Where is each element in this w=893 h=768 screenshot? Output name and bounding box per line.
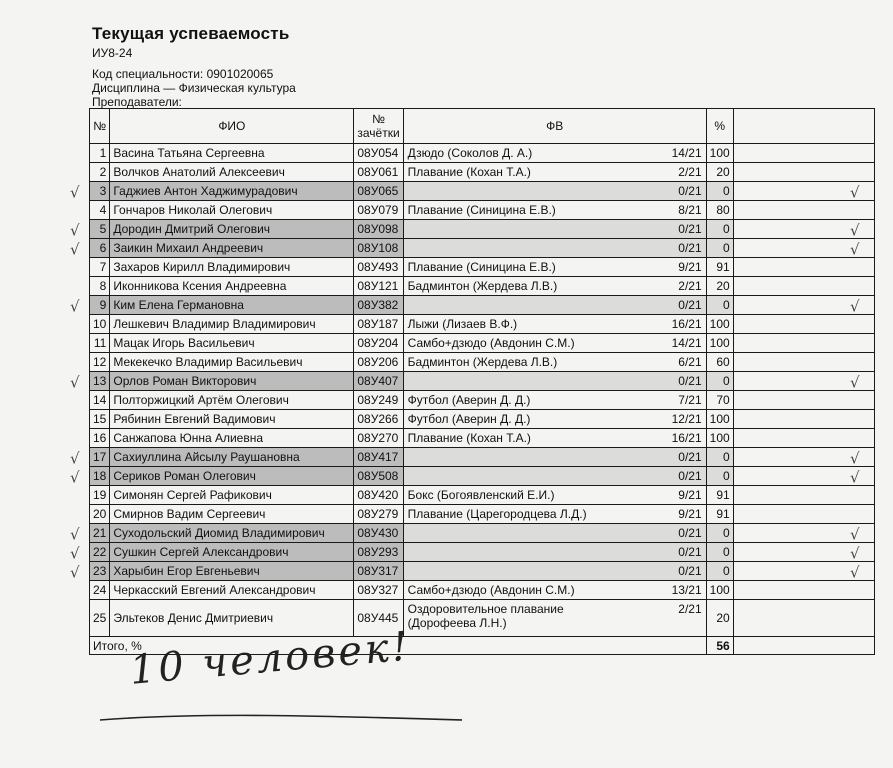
record-book-number: 08У430 [354, 524, 403, 543]
record-book-number: 08У508 [354, 467, 403, 486]
tick-mark-right: √ [850, 373, 860, 392]
record-book-number: 08У493 [354, 258, 403, 277]
attendance-ratio: 0/21 [678, 450, 702, 464]
attendance-ratio: 0/21 [678, 564, 702, 578]
row-number: 19 [90, 486, 110, 505]
student-name: Симонян Сергей Рафикович [110, 486, 354, 505]
col-num-header: № [90, 109, 110, 144]
record-book-number: 08У204 [354, 334, 403, 353]
tick-mark-right: √ [850, 183, 860, 202]
attendance-percent: 20 [706, 163, 733, 182]
attendance-percent: 0 [706, 562, 733, 581]
attendance-percent: 20 [706, 600, 733, 637]
row-number: 2 [90, 163, 110, 182]
record-book-number: 08У266 [354, 410, 403, 429]
row-number: 10 [90, 315, 110, 334]
attendance-ratio: 0/21 [678, 222, 702, 236]
sport-section: Лыжи (Лизаев В.Ф.) [407, 317, 518, 331]
teachers-label: Преподаватели: [92, 95, 182, 109]
student-name: Черкасский Евгений Александрович [110, 581, 354, 600]
row-number: 9 [90, 296, 110, 315]
attendance-ratio: 2/21 [678, 165, 702, 179]
row-number: 18 [90, 467, 110, 486]
row-number: 5 [90, 220, 110, 239]
sport-section: Самбо+дзюдо (Авдонин С.М.) [407, 583, 575, 597]
row-number: 1 [90, 144, 110, 163]
record-book-number: 08У054 [354, 144, 403, 163]
col-pct-header: % [706, 109, 733, 144]
attendance-ratio: 9/21 [678, 260, 702, 274]
student-name: Суходольский Диомид Владимирович [110, 524, 354, 543]
tick-mark-left: √ [70, 468, 80, 487]
attendance-percent: 0 [706, 296, 733, 315]
row-number: 7 [90, 258, 110, 277]
row-number: 6 [90, 239, 110, 258]
row-number: 24 [90, 581, 110, 600]
total-value: 56 [706, 637, 733, 655]
attendance-percent: 91 [706, 258, 733, 277]
col-fv-header: ФВ [403, 109, 706, 144]
tick-mark-left: √ [70, 525, 80, 544]
tick-mark-left: √ [70, 240, 80, 259]
tick-mark-right: √ [850, 525, 860, 544]
tick-mark-right: √ [850, 297, 860, 316]
specialty-code: Код специальности: 0901020065 [92, 67, 274, 81]
attendance-percent: 0 [706, 182, 733, 201]
row-number: 12 [90, 353, 110, 372]
tick-mark-left: √ [70, 449, 80, 468]
attendance-percent: 100 [706, 334, 733, 353]
record-book-number: 08У317 [354, 562, 403, 581]
col-fio-header: ФИО [110, 109, 354, 144]
attendance-ratio: 0/21 [678, 374, 702, 388]
attendance-percent: 0 [706, 372, 733, 391]
record-book-number: 08У445 [354, 600, 403, 637]
attendance-ratio: 12/21 [671, 412, 702, 426]
row-number: 22 [90, 543, 110, 562]
attendance-ratio: 16/21 [671, 317, 702, 331]
student-name: Гаджиев Антон Хаджимурадович [110, 182, 354, 201]
tick-mark-right: √ [850, 240, 860, 259]
record-book-number: 08У249 [354, 391, 403, 410]
sport-section: Плавание (Кохан Т.А.) [407, 165, 531, 179]
attendance-ratio: 0/21 [678, 545, 702, 559]
sport-section: Плавание (Синицина Е.В.) [407, 260, 556, 274]
row-number: 16 [90, 429, 110, 448]
handwritten-note: 10 человек! [128, 623, 413, 694]
record-book-number: 08У270 [354, 429, 403, 448]
student-name: Сахиуллина Айсылу Раушановна [110, 448, 354, 467]
sport-section: Оздоровительное плавание (Дорофеева Л.Н.) [407, 602, 564, 630]
student-name: Смирнов Вадим Сергеевич [110, 505, 354, 524]
record-book-number: 08У206 [354, 353, 403, 372]
attendance-percent: 20 [706, 277, 733, 296]
attendance-percent: 0 [706, 448, 733, 467]
row-number: 3 [90, 182, 110, 201]
tick-mark-left: √ [70, 297, 80, 316]
attendance-percent: 91 [706, 505, 733, 524]
attendance-ratio: 2/21 [678, 279, 702, 293]
tick-mark-left: √ [70, 544, 80, 563]
student-name: Васина Татьяна Сергеевна [110, 144, 354, 163]
attendance-percent: 0 [706, 543, 733, 562]
attendance-ratio: 0/21 [678, 184, 702, 198]
record-book-number: 08У407 [354, 372, 403, 391]
tick-mark-right: √ [850, 449, 860, 468]
student-name: Мекекечко Владимир Васильевич [110, 353, 354, 372]
attendance-ratio: 6/21 [678, 355, 702, 369]
student-name: Волчков Анатолий Алексеевич [110, 163, 354, 182]
sport-section: Футбол (Аверин Д. Д.) [407, 393, 531, 407]
tick-mark-right: √ [850, 544, 860, 563]
attendance-percent: 100 [706, 315, 733, 334]
tick-mark-right: √ [850, 468, 860, 487]
record-book-number: 08У417 [354, 448, 403, 467]
student-name: Иконникова Ксения Андреевна [110, 277, 354, 296]
student-name: Орлов Роман Викторович [110, 372, 354, 391]
attendance-ratio: 9/21 [678, 488, 702, 502]
attendance-ratio: 0/21 [678, 241, 702, 255]
tick-mark-left: √ [70, 221, 80, 240]
tick-mark-left: √ [70, 183, 80, 202]
student-name: Лешкевич Владимир Владимирович [110, 315, 354, 334]
attendance-percent: 60 [706, 353, 733, 372]
record-book-number: 08У187 [354, 315, 403, 334]
attendance-ratio: 7/21 [678, 393, 702, 407]
attendance-percent: 91 [706, 486, 733, 505]
sport-section: Плавание (Кохан Т.А.) [407, 431, 531, 445]
student-name: Рябинин Евгений Вадимович [110, 410, 354, 429]
attendance-ratio: 0/21 [678, 526, 702, 540]
attendance-percent: 100 [706, 410, 733, 429]
attendance-percent: 100 [706, 581, 733, 600]
attendance-ratio: 8/21 [678, 203, 702, 217]
record-book-number: 08У079 [354, 201, 403, 220]
attendance-ratio: 14/21 [671, 146, 702, 160]
student-name: Санжапова Юнна Алиевна [110, 429, 354, 448]
record-book-number: 08У279 [354, 505, 403, 524]
record-book-number: 08У108 [354, 239, 403, 258]
student-name: Сушкин Сергей Александрович [110, 543, 354, 562]
attendance-ratio: 14/21 [671, 336, 702, 350]
col-zach-header-line1: № [372, 112, 385, 126]
record-book-number: 08У420 [354, 486, 403, 505]
record-book-number: 08У121 [354, 277, 403, 296]
student-name: Заикин Михаил Андреевич [110, 239, 354, 258]
sport-section: Плавание (Царегородцева Л.Д.) [407, 507, 587, 521]
col-zach-header-line2: зачётки [357, 126, 400, 140]
attendance-ratio: 9/21 [678, 507, 702, 521]
sport-section: Футбол (Аверин Д. Д.) [407, 412, 531, 426]
record-book-number: 08У293 [354, 543, 403, 562]
row-number: 15 [90, 410, 110, 429]
row-number: 17 [90, 448, 110, 467]
sport-section: Дзюдо (Соколов Д. А.) [407, 146, 533, 160]
student-name: Эльтеков Денис Дмитриевич [110, 600, 354, 637]
row-number: 21 [90, 524, 110, 543]
student-name: Гончаров Николай Олегович [110, 201, 354, 220]
attendance-percent: 70 [706, 391, 733, 410]
attendance-percent: 0 [706, 239, 733, 258]
attendance-percent: 100 [706, 429, 733, 448]
student-name: Мацак Игорь Васильевич [110, 334, 354, 353]
sport-section: Бадминтон (Жердева Л.В.) [407, 355, 558, 369]
record-book-number: 08У098 [354, 220, 403, 239]
sport-section: Плавание (Синицина Е.В.) [407, 203, 556, 217]
tick-mark-left: √ [70, 563, 80, 582]
student-name: Сериков Роман Олегович [110, 467, 354, 486]
student-name: Ким Елена Германовна [110, 296, 354, 315]
row-number: 4 [90, 201, 110, 220]
attendance-percent: 80 [706, 201, 733, 220]
sport-section: Бадминтон (Жердева Л.В.) [407, 279, 558, 293]
row-number: 20 [90, 505, 110, 524]
attendance-ratio: 16/21 [671, 431, 702, 445]
row-number: 25 [90, 600, 110, 637]
student-name: Полторжицкий Артём Олегович [110, 391, 354, 410]
attendance-ratio: 2/21 [678, 602, 702, 616]
student-name: Дородин Дмитрий Олегович [110, 220, 354, 239]
attendance-percent: 0 [706, 524, 733, 543]
tick-mark-right: √ [850, 563, 860, 582]
student-name: Харыбин Егор Евгеньевич [110, 562, 354, 581]
student-name: Захаров Кирилл Владимирович [110, 258, 354, 277]
attendance-percent: 0 [706, 220, 733, 239]
total-label: Итого, % [90, 637, 707, 655]
attendance-ratio: 0/21 [678, 298, 702, 312]
sport-section: Бокс (Богоявленский Е.И.) [407, 488, 555, 502]
attendance-percent: 100 [706, 144, 733, 163]
record-book-number: 08У327 [354, 581, 403, 600]
record-book-number: 08У061 [354, 163, 403, 182]
row-number: 23 [90, 562, 110, 581]
row-number: 11 [90, 334, 110, 353]
attendance-ratio: 13/21 [671, 583, 702, 597]
record-book-number: 08У382 [354, 296, 403, 315]
sport-section: Самбо+дзюдо (Авдонин С.М.) [407, 336, 575, 350]
attendance-percent: 0 [706, 467, 733, 486]
tick-mark-right: √ [850, 221, 860, 240]
group-code: ИУ8-24 [92, 46, 133, 60]
record-book-number: 08У065 [354, 182, 403, 201]
row-number: 8 [90, 277, 110, 296]
tick-mark-left: √ [70, 373, 80, 392]
page-title: Текущая успеваемость [92, 24, 290, 43]
row-number: 13 [90, 372, 110, 391]
attendance-ratio: 0/21 [678, 469, 702, 483]
row-number: 14 [90, 391, 110, 410]
discipline: Дисциплина — Физическая культура [92, 81, 296, 95]
